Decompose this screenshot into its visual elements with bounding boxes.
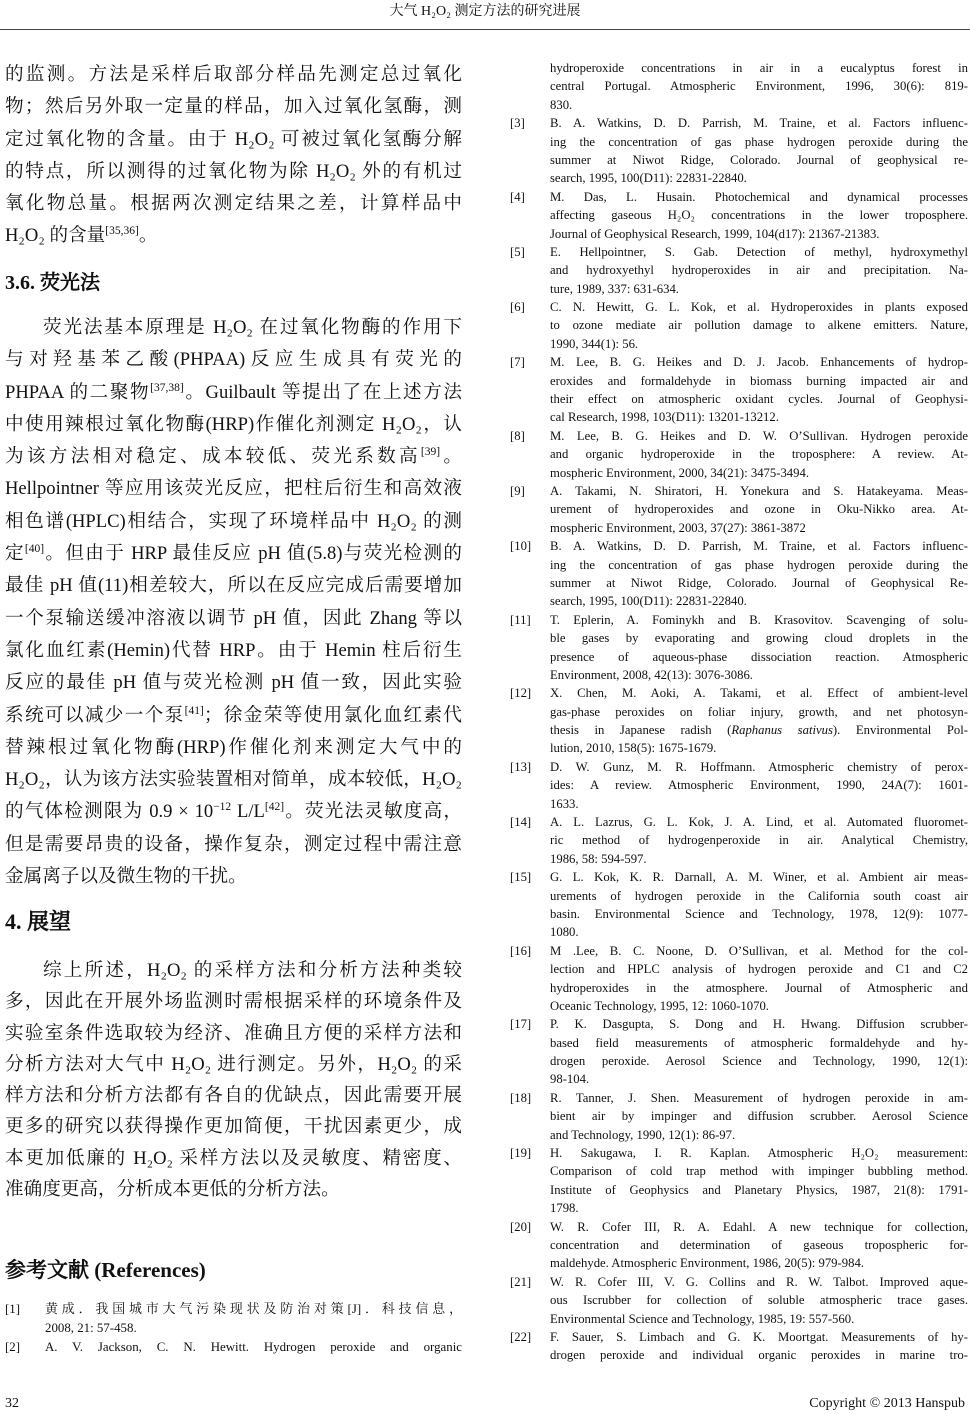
reference-text-line [550,556,968,574]
reference-text-line [550,519,968,537]
citation-superscript: A. L. Lazrus, G. L. Kok, J. A. Lind, et al. Automated fluoromet- [550,815,968,830]
citation-superscript: [35,36] [105,225,139,238]
reference-text-line [550,1199,968,1217]
citation-superscript: search, 1995, 100(D11): 22831-22840. [550,594,747,609]
citation-superscript: 实验室条件选取较为经济、准确且方便的采样方法和 [5,1022,462,1044]
reference-text-line [550,1254,968,1272]
citation-superscript: [37,38] [150,381,184,394]
reference-item [510,1015,968,1089]
copyright: Copyright © 2013 Hanspub [809,1396,965,1411]
citation-superscript: their effect on atmospheric oxidant cycles. Journal of Geophysi- [550,392,968,407]
reference-number: [10] [510,539,532,554]
reference-text-line [550,169,968,187]
citation-superscript: M. Lee, B. G. Heikes and D. W. O’Sullivan. Hydrogen peroxide [550,428,968,443]
reference-text-line [550,77,968,95]
citation-superscript: 的监测。方法是采样后取部分样品先测定总过氧化 [5,64,462,85]
citation-superscript: and Technology, 1990, 12(1): 86-97. [550,1127,736,1142]
text-line [5,188,462,220]
reference-item [510,537,968,611]
reference-text-line [550,611,968,629]
citation-superscript: [39] [420,446,441,459]
reference-item [510,1089,968,1144]
citation-superscript: 定 [5,543,25,565]
reference-number: [19] [510,1146,532,1161]
citation-superscript: C. N. Hewitt, G. L. Kok, et al. Hydroperoxides in plants exposed [550,300,968,315]
reference-text-line [550,537,968,555]
section-heading-fluorescence: 3.6. 荧光法 [5,272,100,294]
citation-superscript: and organic hydroperoxide in the troposphere: A review. At- [550,447,968,462]
citation-superscript: ing the concentration of gas phase hydrogen peroxide during the [550,557,968,572]
citation-superscript: 最佳 pH 值(11)相差较大，所以在反应完成后需要增加 [5,575,462,597]
reference-text-line [550,298,968,316]
reference-number: [15] [510,870,532,885]
citation-superscript: search, 1995, 100(D11): 22831-22840. [550,171,747,186]
citation-superscript: lection and HPLC analysis of hydrogen peroxide and C1 and C2 [550,962,968,977]
citation-superscript: L/L [231,801,265,823]
text-line [5,1018,462,1049]
citation-superscript: ture, 1989, 337: 631-634. [550,281,679,296]
citation-superscript: 1986, 58: 594-597. [550,851,647,866]
citation-superscript: 金属离子以及微生物的干扰。 [5,866,247,888]
text-line [5,796,462,828]
citation-superscript: 样方法和分析方法都有各自的优缺点，因此需要开展 [5,1085,462,1107]
citation-superscript: eroxides and formaldehyde in biomass burning impacted air and [550,373,968,388]
reference-text-line [550,408,968,426]
citation-superscript: gas-phase peroxides on foliar injury, growth, and net photosyn- [550,704,968,719]
citation-superscript: [40] [24,543,45,556]
reference-text-line [550,997,968,1015]
text-line [5,829,462,861]
reference-number: [6] [510,300,525,315]
citation-superscript: Journal of Geophysical Research, 1999, 104(d17): 21367-21383. [550,226,880,241]
reference-text-line [45,1300,462,1319]
reference-item [510,59,968,114]
reference-text-line [550,905,968,923]
reference-number: [11] [510,612,531,627]
reference-text-line [550,188,968,206]
citation-superscript: 98-104. [550,1072,590,1087]
citation-superscript: thesis in Japanese radish ( [550,723,732,738]
citation-superscript: 1080. [550,925,579,940]
citation-superscript: E. Hellpointner, S. Gab. Detection of methyl, hydroxymethyl [550,244,968,259]
reference-number: [13] [510,759,532,774]
citation-superscript: Hellpointner 等应用该荧光反应，把柱后衍生和高效液 [5,478,462,500]
reference-text-line [550,500,968,518]
citation-superscript: 的特点，所以测得的过氧化物为除 H₂O₂ 外的有机过 [5,160,462,182]
citation-superscript: M .Lee, B. C. Noone, D. O’Sullivan, et al. Method for the col- [550,943,968,958]
citation-superscript: drogen peroxide and individual organic peroxides in marine tro- [550,1348,968,1363]
reference-text-line [550,390,968,408]
citation-superscript: Comparison of cold trap method with impinger bubbling method. [550,1164,968,1179]
citation-superscript: P. K. Dasgupta, S. Dong and H. Hwang. Diffusion scrubber- [550,1017,968,1032]
citation-superscript: 更多的研究以获得操作更加简便，干扰因素更少，成 [5,1116,462,1138]
text-line [5,861,462,893]
text-line [5,344,462,376]
citation-superscript: mospheric Environment, 2000, 34(21): 3475-3494. [550,465,809,480]
reference-text-line [550,96,968,114]
reference-number: [3] [510,116,525,131]
reference-text-line [550,482,968,500]
citation-superscript: G. L. Kok, K. R. Darnall, A. M. Winer, et al. Ambient air meas- [550,870,968,885]
citation-superscript: ble gases by evaporating and growing cloud droplets in the [550,631,968,646]
citation-superscript: D. W. Gunz, M. R. Hoffmann. Atmospheric chemistry of perox- [550,759,968,774]
reference-text-line [550,114,968,132]
text-line [5,667,462,699]
citation-superscript: 物；然后另外取一定量的样品，加入过氧化氢酶，测 [5,96,462,118]
reference-text-line [550,592,968,610]
citation-superscript: H. Sakugawa, I. R. Kaplan. Atmospheric H₂O₂ measurement: [550,1146,968,1161]
citation-superscript: Environmental Science and Technology, 1985, 19: 557-560. [550,1311,855,1326]
italic-text: Raphanus sativus [731,723,833,738]
text-line [5,124,462,156]
citation-superscript: W. R. Cofer III, V. G. Collins and R. W. Talbot. Improved aque- [550,1274,968,1289]
text-line [5,312,462,344]
reference-item [510,298,968,353]
citation-superscript: 系统可以减少一个泵 [5,704,185,726]
reference-item [510,353,968,427]
paragraph-fluorescence-method [5,312,462,893]
citation-superscript: 分析方法对大气中 H₂O₂ 进行测定。另外，H₂O₂ 的采 [5,1053,462,1075]
reference-text-line [550,151,968,169]
text-line [5,59,462,91]
text-line [5,570,462,602]
text-line [5,220,462,252]
reference-text-line [550,923,968,941]
citation-superscript: bient air by impinger and diffusion scrubber. Aerosol Science [550,1109,968,1124]
citation-superscript: 综上所述，H₂O₂ 的采样方法和分析方法种类较 [43,960,462,981]
citation-superscript: based field measurements of atmospheric formaldehyde and hy- [550,1035,968,1050]
reference-text-line [550,1328,968,1346]
reference-number: [21] [510,1274,532,1289]
citation-superscript: 准确度更高，分析成本更低的分析方法。 [5,1179,340,1201]
citation-superscript: Environment, 2008, 42(13): 3076-3086. [550,667,753,682]
reference-item [510,868,968,942]
text-line [5,1111,462,1142]
citation-superscript: W. R. Cofer III, R. A. Edahl. A new technique for collection, [550,1219,968,1234]
reference-text-line [550,445,968,463]
citation-superscript: affecting gaseous H₂O₂ concentrations in the lower troposphere. [550,208,968,223]
reference-text-line [550,960,968,978]
citation-superscript: 反应的最佳 pH 值与荧光检测 pH 值一致，因此实验 [5,672,462,694]
reference-text-line [550,979,968,997]
reference-item [510,758,968,813]
citation-superscript: lution, 2010, 158(5): 1675-1679. [550,741,717,756]
paragraph-peroxidase-method [5,59,462,253]
citation-superscript: 荧光法基本原理是 H₂O₂ 在过氧化物酶的作用下 [43,317,462,338]
references-list-right [510,59,968,1365]
text-line [5,1174,462,1205]
reference-text-line [550,1144,968,1162]
reference-text-line [550,850,968,868]
citation-superscript: 与对羟基苯乙酸(PHPAA)反应生成具有荧光的 [5,349,462,371]
reference-number: [12] [510,686,532,701]
citation-superscript: X. Chen, M. Aoki, A. Takami, et al. Effect of ambient-level [550,686,968,701]
citation-superscript: 1633. [550,796,579,811]
citation-superscript: ；徐金荣等使用氯化血红素代 [203,704,462,726]
reference-text-line [550,831,968,849]
citation-superscript: cal Research, 1998, 103(D11): 13201-13212. [550,410,779,425]
citation-superscript: Institute of Geophysics and Planetary Physics, 1987, 21(8): 1791- [550,1182,968,1197]
section-heading-outlook: 4. 展望 [5,909,72,934]
reference-text-line [550,887,968,905]
reference-number: [8] [510,428,525,443]
citation-superscript: 一个泵输送缓冲溶液以调节 pH 值，因此 Zhang 等以 [5,607,462,629]
paragraph-outlook [5,955,462,1205]
reference-item [510,1273,968,1328]
reference-number: [16] [510,943,532,958]
reference-item [510,942,968,1016]
reference-text-line [550,427,968,445]
text-line [5,1143,462,1174]
citation-superscript: T. Eplerin, A. Fominykh and B. Krasovitov. Scavenging of solu- [550,612,968,627]
reference-text-line [550,776,968,794]
citation-superscript: −12 [213,801,232,814]
text-line [5,1080,462,1111]
reference-number: [7] [510,355,525,370]
citation-superscript: 2008, 21: 57-458. [45,1321,137,1335]
citation-superscript: central Portugal. Atmospheric Environment, 1996, 30(6): 819- [550,79,968,94]
text-line [5,700,462,732]
citation-superscript: and hydroxyethyl hydroperoxides in air and precipitation. Na- [550,263,968,278]
reference-text-line [550,464,968,482]
text-line [5,635,462,667]
reference-text-line [550,316,968,334]
reference-text-line [550,868,968,886]
reference-number: [2] [5,1340,21,1354]
citation-superscript: basin. Environmental Science and Technology, 1978, 12(9): 1077- [550,906,968,921]
reference-item [510,813,968,868]
citation-superscript: B. A. Watkins, D. D. Parrish, M. Traine, et al. Factors influenc- [550,539,968,554]
reference-text-line [550,353,968,371]
citation-superscript: 为该方法相对稳定、成本较低、荧光系数高 [5,446,421,468]
text-line [5,732,462,764]
text-line [5,91,462,123]
citation-superscript: concentration and determination of gaseous tropospheric for- [550,1238,968,1252]
reference-number: [5] [510,244,525,259]
reference-text-line [550,372,968,390]
reference-item [510,1218,968,1273]
reference-text-line [550,942,968,960]
reference-text-line [550,758,968,776]
citation-superscript: urements of hydrogen peroxide in the California south coast air [550,888,968,903]
citation-superscript: ). Environmental Pol- [832,723,968,738]
reference-item [510,114,968,188]
citation-superscript: mospheric Environment, 2003, 37(27): 3861-3872 [550,520,806,535]
reference-text-line [550,1273,968,1291]
citation-superscript: hydroperoxides in the atmosphere. Journal of Atmospheric and [550,980,968,995]
reference-text-line [550,133,968,151]
reference-text-line [550,703,968,721]
citation-superscript: H₂O₂，认为该方法实验装置相对简单，成本较低，H₂O₂ [5,769,462,791]
text-line [5,377,462,409]
reference-number: [1] [5,1302,21,1316]
reference-text-line [550,335,968,353]
citation-superscript: 的气体检测限为 0.9 × 10 [5,801,214,823]
citation-superscript: hydroperoxide concentrations in air in a eucalyptus forest in [550,61,968,75]
reference-text-line [550,261,968,279]
citation-superscript: drogen peroxide. Aerosol Science and Technology, 1990, 12(1): [550,1054,968,1069]
reference-text-line [550,1162,968,1180]
citation-superscript: 多，因此在开展外场监测时需根据采样的环境条件及 [5,991,462,1013]
reference-number: [9] [510,483,525,498]
text-line [5,986,462,1017]
reference-number: [14] [510,815,532,830]
reference-text-line [550,648,968,666]
citation-superscript: 1990, 344(1): 56. [550,336,639,351]
reference-text-line [550,684,968,702]
reference-text-line [550,574,968,592]
citation-superscript: A. V. Jackson, C. N. Hewitt. Hydrogen peroxide and organic [45,1340,462,1354]
reference-number: [17] [510,1017,532,1032]
reference-text-line [550,243,968,261]
reference-text-line [550,1015,968,1033]
citation-superscript: presence of aqueous-phase dissociation reaction. Atmospheric [550,649,968,664]
reference-text-line [550,666,968,684]
reference-text-line [45,1338,462,1357]
citation-superscript: [41] [184,704,204,717]
citation-superscript: 黄成．我国城市大气污染现状及防治对策[J]．科技信息， [45,1302,462,1316]
text-line [5,1049,462,1080]
reference-number: [4] [510,189,525,204]
citation-superscript: ing the concentration of gas phase hydrogen peroxide during the [550,134,968,149]
references-list-left [5,1300,462,1357]
reference-text-line [550,1291,968,1309]
citation-superscript: A. Takami, N. Shiratori, H. Yonekura and S. Hatakeyama. Meas- [550,483,968,498]
citation-superscript: 830. [550,97,573,112]
reference-text-line [550,1310,968,1328]
reference-text-line [550,1181,968,1199]
citation-superscript: 。 [138,225,158,247]
citation-superscript: ric method of hydrogenperoxide in air. Analytical Chemistry, [550,833,968,848]
reference-item [510,684,968,758]
reference-text-line [550,721,968,739]
text-line [5,764,462,796]
text-line [5,538,462,570]
citation-superscript: Oceanic Technology, 1995, 12: 1060-1070. [550,998,769,1013]
reference-number: [22] [510,1329,532,1344]
reference-text-line [550,1070,968,1088]
text-line [5,441,462,473]
reference-text-line [550,1034,968,1052]
citation-superscript: M. Lee, B. G. Heikes and D. J. Jacob. Enhancements of hydrop- [550,355,968,370]
citation-superscript: F. Sauer, S. Limbach and G. K. Moortgat. Measurements of hy- [550,1329,968,1344]
text-line [5,156,462,188]
reference-text-line [550,280,968,298]
citation-superscript: urement of hydroperoxides and ozone in Oku-Nikko area. At- [550,502,968,517]
text-line [5,473,462,505]
citation-superscript: 中使用辣根过氧化物酶(HRP)作催化剂测定 H₂O₂，认 [5,413,462,435]
citation-superscript: 氧化物总量。根据两次测定结果之差，计算样品中 [5,193,462,215]
citation-superscript: to ozone mediate air pollution damage to alkene emitters. Nature, [550,318,968,333]
reference-item [510,427,968,482]
reference-item [510,1328,968,1365]
reference-text-line [550,1346,968,1364]
reference-item [510,611,968,685]
reference-item [510,188,968,243]
reference-text-line [550,1089,968,1107]
citation-superscript: 。荧光法灵敏度高， [284,801,462,823]
reference-text-line [550,1236,968,1254]
reference-number: [20] [510,1219,532,1234]
citation-superscript: 替辣根过氧化物酶(HRP)作催化剂来测定大气中的 [5,736,462,758]
citation-superscript: H₂O₂ 的含量 [5,225,106,247]
citation-superscript: summer at Niwot Ridge, Colorado. Journal of geophysical re- [550,152,968,167]
citation-superscript: 相色谱(HPLC)相结合，实现了环境样品中 H₂O₂ 的测 [5,510,462,532]
reference-text-line [550,225,968,243]
citation-superscript: 本更加低廉的 H₂O₂ 采样方法以及灵敏度、精密度、 [5,1147,462,1169]
citation-superscript: 。 [440,446,462,468]
reference-text-line [550,206,968,224]
running-header: 大气 H₂O₂ 测定方法的研究进展 [389,4,581,19]
reference-text-line [550,1107,968,1125]
references-heading: 参考文献 (References) [5,1258,206,1282]
text-line [5,409,462,441]
citation-superscript: R. Tanner, J. Shen. Measurement of hydrogen peroxide in am- [550,1090,968,1105]
citation-superscript: M. Das, L. Husain. Photochemical and dynamical processes [550,189,968,204]
reference-item [510,1144,968,1218]
citation-superscript: summer at Niwot Ridge, Colorado. Journal of Geophysical Re- [550,575,968,590]
reference-number: [18] [510,1090,532,1105]
reference-text-line [550,1218,968,1236]
text-line [5,506,462,538]
reference-item [5,1338,462,1357]
reference-text-line [550,629,968,647]
reference-text-line [550,813,968,831]
reference-text-line [45,1319,462,1338]
citation-superscript: ous Iscrubber for collection of soluble atmospheric trace gases. [550,1293,968,1308]
text-line [5,603,462,635]
reference-item [510,482,968,537]
citation-superscript: B. A. Watkins, D. D. Parrish, M. Traine, et al. Factors influenc- [550,116,968,131]
reference-text-line [550,739,968,757]
header-rule [0,29,970,30]
citation-superscript: ides: A review. Atmospheric Environment, 1990, 24A(7): 1601- [550,778,968,793]
citation-superscript: 1798. [550,1201,579,1216]
reference-text-line [550,1052,968,1070]
reference-text-line [550,59,968,77]
citation-superscript: 氯化血红素(Hemin)代替 HRP。由于 Hemin 柱后衍生 [5,639,462,661]
reference-text-line [550,1126,968,1144]
citation-superscript: 但是需要昂贵的设备，操作复杂，测定过程中需注意 [5,833,462,855]
citation-superscript: 。但由于 HRP 最佳反应 pH 值(5.8)与荧光检测的 [44,543,462,565]
citation-superscript: maldehyde. Atmospheric Environment, 1986, 20(5): 979-984. [550,1256,864,1271]
reference-text-line [550,795,968,813]
citation-superscript: 定过氧化物的含量。由于 H₂O₂ 可被过氧化氢酶分解 [5,128,462,150]
reference-item [5,1300,462,1338]
citation-superscript: [42] [264,801,285,814]
citation-superscript: PHPAA 的二聚物 [5,381,151,403]
text-line [5,955,462,986]
citation-superscript: 。Guilbault 等提出了在上述方法 [183,381,462,403]
page-number: 32 [5,1396,19,1411]
reference-item [510,243,968,298]
